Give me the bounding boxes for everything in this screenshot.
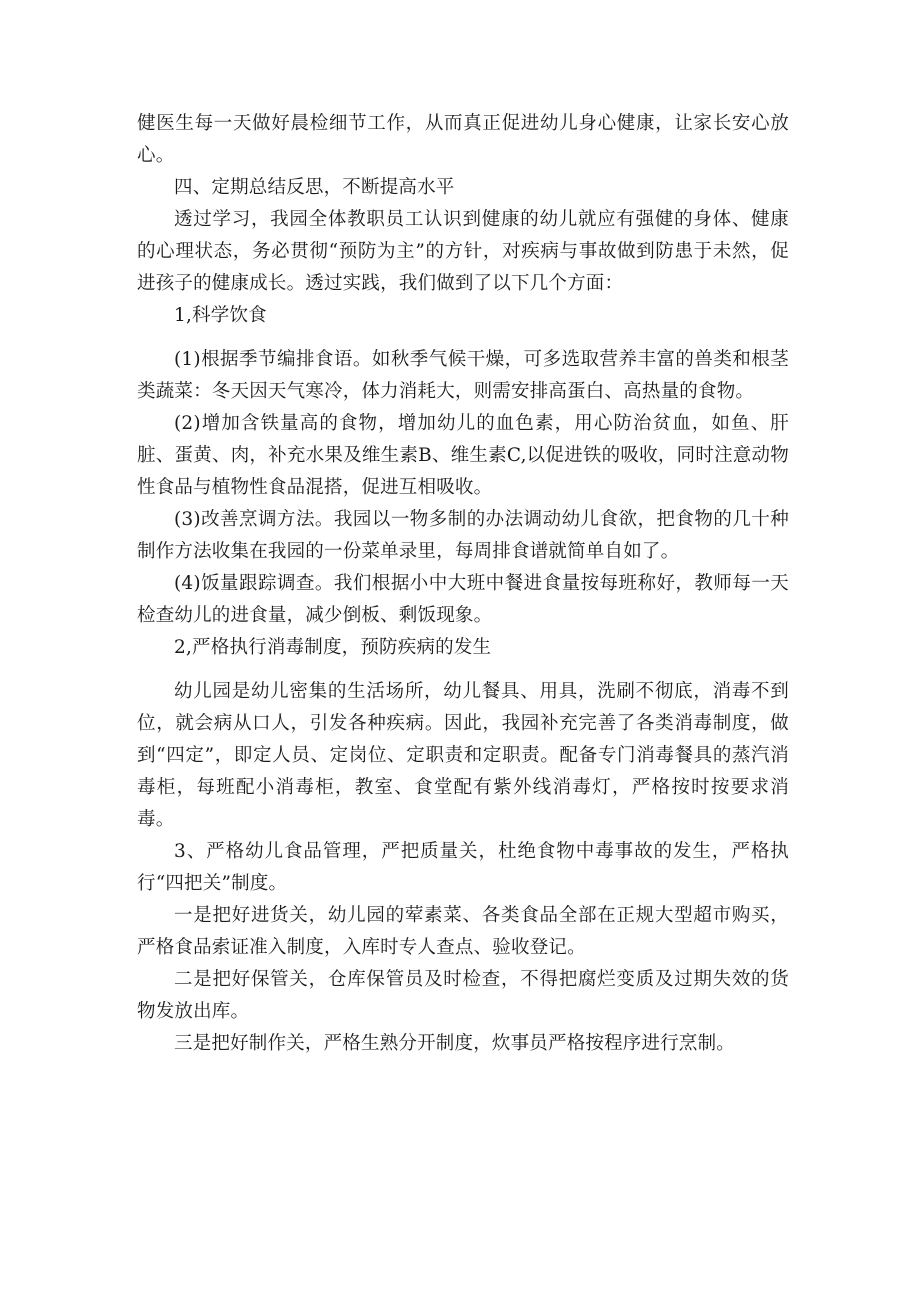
paragraph-diet-4: (4)饭量跟踪调查。我们根据小中大班中餐进食量按每班称好，教师每一天检查幼儿的进食量，减少倒板、剩饭现象。 <box>137 573 789 626</box>
paragraph-storage: 二是把好保管关，仓库保管员及时检查，不得把腐烂变质及过期失效的货物发放出库。 <box>137 969 789 1022</box>
paragraph-continuation: 健医生每一天做好晨检细节工作，从而真正促进幼儿身心健康，让家长安心放心。 <box>137 113 789 166</box>
paragraph-cooking: 三是把好制作关，严格生熟分开制度，炊事员严格按程序进行烹制。 <box>174 1033 736 1054</box>
subheading-disinfection: 2,严格执行消毒制度，预防疾病的发生 <box>174 637 492 658</box>
paragraph-diet-1: (1)根据季节编排食语。如秋季气候干燥，可多选取营养丰富的兽类和根茎类蔬菜：冬天因天气寒冷，体力消耗大，则需安排高蛋白、高热量的食物。 <box>137 349 789 402</box>
paragraph-purchase: 一是把好进货关，幼儿园的荤素菜、各类食品全部在正规大型超市购买，严格食品索证准入制度，入库时专人查点、验收登记。 <box>137 905 789 958</box>
paragraph-diet-2: (2)增加含铁量高的食物，增加幼儿的血色素，用心防治贫血，如鱼、肝脏、蛋黄、肉，补充水果及维生素B、维生素C,以促进铁的吸收，同时注意动物性食品与植物性食品混搭，促进互相吸收。 <box>137 413 789 498</box>
paragraph-disinfection: 幼儿园是幼儿密集的生活场所，幼儿餐具、用具，洗刷不彻底，消毒不到位，就会病从口人，引发各种疾病。因此，我园补充完善了各类消毒制度，做到“四定”，即定人员、定岗位、定职责和定职责。配备专门消毒餐具的蒸汽消毒柜，每班配小消毒柜，教室、食堂配有紫外线消毒灯，严格按时按要求消毒。 <box>137 681 789 830</box>
section-heading-four: 四、定期总结反思，不断提高水平 <box>174 177 455 198</box>
document-body <box>137 108 789 1060</box>
subheading-diet: 1,科学饮食 <box>174 305 267 326</box>
paragraph-intro: 透过学习，我园全体教职员工认识到健康的幼儿就应有强健的身体、健康的心理状态，务必贯彻“预防为主”的方针，对疾病与事故做到防患于未然，促进孩子的健康成长。透过实践，我们做到了以下几个方面： <box>137 209 789 294</box>
subheading-food-management: 3、严格幼儿食品管理，严把质量关，杜绝食物中毒事故的发生，严格执行“四把关”制度。 <box>137 841 789 894</box>
paragraph-diet-3: (3)改善烹调方法。我园以一物多制的办法调动幼儿食欲，把食物的几十种制作方法收集在我园的一份菜单录里，每周排食谱就简单自如了。 <box>137 509 789 562</box>
